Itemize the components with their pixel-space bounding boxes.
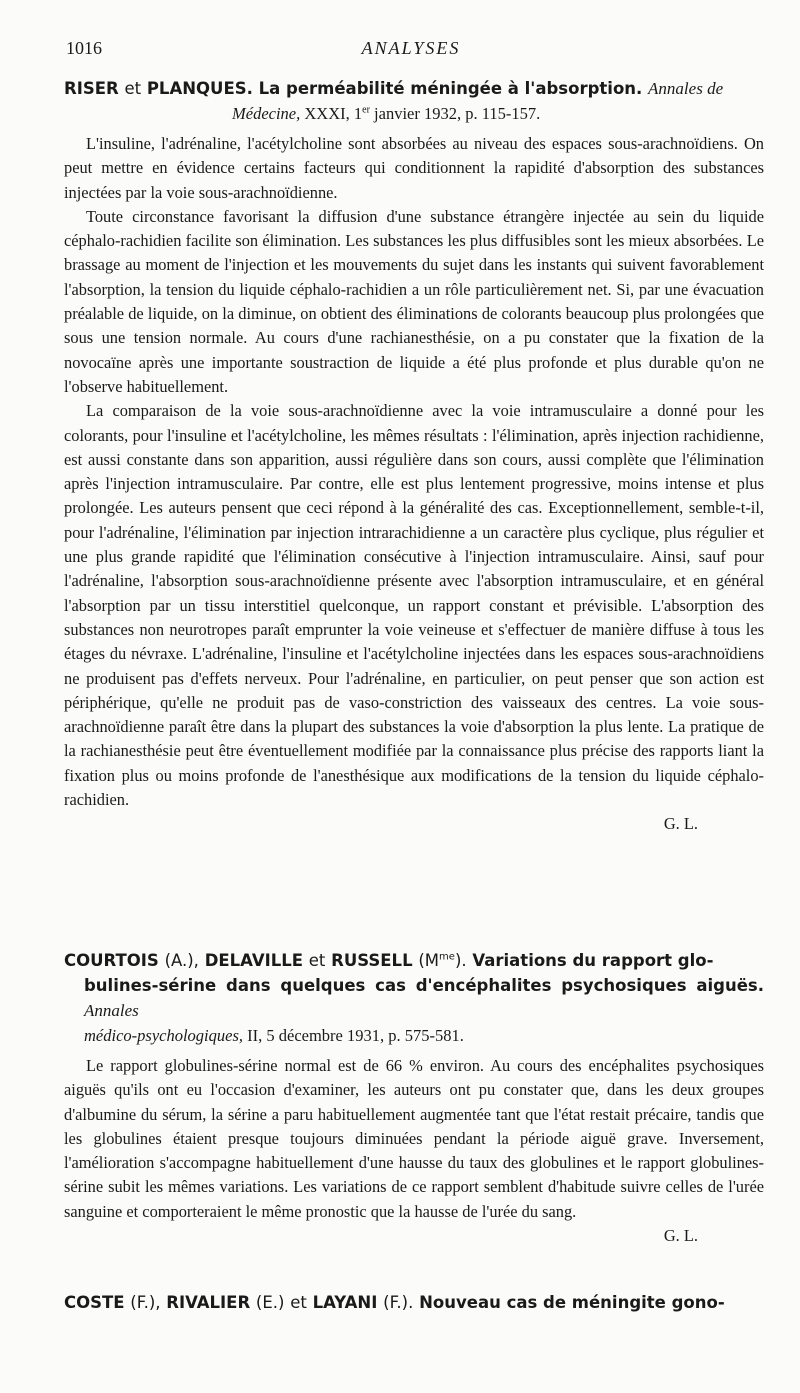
author: LAYANI — [312, 1293, 378, 1312]
article-riser-planques — [64, 76, 764, 837]
citation — [64, 101, 764, 126]
article-title: Nouveau cas de méningite gono- — [419, 1293, 725, 1312]
page-number: 1016 — [66, 38, 102, 58]
author: COSTE — [64, 1293, 125, 1312]
article-title: La perméabilité méningée à l'absorption. — [258, 79, 643, 98]
article-heading — [64, 76, 764, 101]
journal-name: Annales — [84, 1001, 139, 1020]
running-title: ANALYSES — [361, 38, 461, 58]
ordinal-sup: er — [362, 104, 370, 116]
ref-details: II, 5 décembre 1931, p. 575-581. — [247, 1026, 464, 1045]
author-initial: (A.), — [164, 951, 199, 970]
paragraph: Toute circonstance favorisant la diffusion d'une substance étrangère injectée au sein du liquide céphalo-rachidien facilite son élimination. Les substances les plus diffusibles sont les mieux absorbées. Le brassage au moment de l'injection et les mouvements du sujet dans les instants qui suivent favorablement l'absorption, la tension du liquide céphalo-rachidien a un rôle particulièrement net. Si, par une évacuation préalable de liquide, on la diminue, on obtient des éliminations de colorants beaucoup plus prolongées que sous une tension normale. Au cours d'une rachianesthésie, on a pu constater que la fixation de la novocaïne après une importante soustraction de liquide a été plus profonde et plus durable qu'on ne l'observe habituellement. — [64, 206, 764, 396]
article-title: bulines-sérine dans quelques cas d'encéphalites psychosiques aiguës. — [84, 976, 764, 995]
signature-row — [64, 1224, 764, 1248]
author: RISER — [64, 79, 119, 98]
journal-name: médico-psychologiques, — [84, 1026, 243, 1045]
volume: XXXI, 1 — [304, 104, 363, 123]
conjunction: et — [124, 79, 142, 98]
author: RIVALIER — [166, 1293, 251, 1312]
article-heading — [64, 948, 764, 973]
date-pages: janvier 1932, p. 115-157. — [374, 104, 541, 123]
author-title: $(M^{me})$. — [418, 951, 467, 970]
article-heading-cont — [64, 973, 764, 1023]
article-courtois — [64, 948, 764, 1248]
conjunction: et — [290, 1293, 307, 1312]
signature: G. L. — [663, 814, 698, 834]
author-initial: (E.) — [255, 1293, 285, 1312]
citation — [64, 1023, 764, 1048]
author-initial: (F.), — [130, 1293, 161, 1312]
conjunction: et — [308, 951, 326, 970]
paragraph: L'insuline, l'adrénaline, l'acétylcholine sont absorbées au niveau des espaces sous-arachnoïdiens. On peut mettre en évidence certains facteurs qui conditionnent la rapidité d'absorption des substances injectées par la voie sous-arachnoïdienne. — [64, 134, 764, 202]
running-head — [66, 38, 756, 62]
paragraph: La comparaison de la voie sous-arachnoïdienne avec la voie intramusculaire a donné pour les colorants, pour l'insuline et l'acétylcholine, les mêmes résultats : l'élimination, après injection rachidienne, est aussi constante dans son apparition, aussi régulière dans son cours, aussi complète que l'élimination après l'injection intramusculaire. Par contre, elle est plus lentement progressive, moins intense et plus prolongée. Les auteurs pensent que ceci répond à la généralité des cas. Exceptionnellement, semble-t-il, pour l'adrénaline, l'élimination par injection intrarachidienne a un caractère plus cyclique, plus régulier et une plus grande rapidité que l'élimination consécutive à l'injection intramusculaire. Ainsi, sauf pour l'adrénaline, l'absorption sous-arachnoïdienne présente avec l'absorption intramusculaire, et en général l'absorption par un tissu interstitiel quelconque, un rapport constant et prévisible. L'absorption des substances non neurotropes paraît emprunter la voie veineuse et s'effectuer de manière diffuse à tous les étages du névraxe. L'adrénaline, l'insuline et l'acétylcholine injectées dans les espaces sous-arachnoïdiens ne produisent pas d'effets nerveux. Pour l'adrénaline, en particulier, on peut penser que son action est périphérique, qu'elle ne produit pas de vaso-constriction des vaisseaux des centres. La voie sous-arachnoïdienne paraît être dans la plupart des substances la voie d'absorption la plus lente. La pratique de la rachianesthésie peut être éventuellement modifiée par la connaissance plus précise des rapports liant la fixation plus ou moins profonde de l'anesthésique aux modifications de la tension du liquide céphalo-rachidien. — [64, 401, 764, 810]
author-initial: (F.). — [383, 1293, 414, 1312]
article-heading — [64, 1290, 764, 1315]
journal-name: Médecine, — [232, 104, 301, 123]
article-title: Variations du rapport glo- — [472, 951, 714, 970]
signature: G. L. — [663, 1226, 698, 1246]
author: DELAVILLE — [204, 951, 304, 970]
paragraph: Le rapport globulines-sérine normal est de 66 % environ. Au cours des encéphalites psychosiques aiguës qu'ils ont eu l'occasion d'examiner, les auteurs ont pu constater que, dans les deux groupes d'albumine du sérum, la sérine a paru habituellement augmentée tant que l'état restait précaire, tandis que les globulines étaient presque toujours diminuées pendant la période aiguë grave. Inversement, l'amélioration s'accompagne habituellement d'une hausse du taux des globulines et le rapport globulines-sérine subit les mêmes variations. Les variations de ce rapport semblent d'habitude suivre celles de l'urée sanguine et comporteraient le même pronostic que la hausse de l'urée du sang. — [64, 1056, 764, 1221]
journal-name: Annales de — [648, 79, 724, 98]
author: COURTOIS — [64, 951, 159, 970]
article-coste — [64, 1290, 764, 1315]
author: PLANQUES. — [146, 79, 253, 98]
author: RUSSELL — [331, 951, 413, 970]
signature-row — [64, 812, 764, 836]
